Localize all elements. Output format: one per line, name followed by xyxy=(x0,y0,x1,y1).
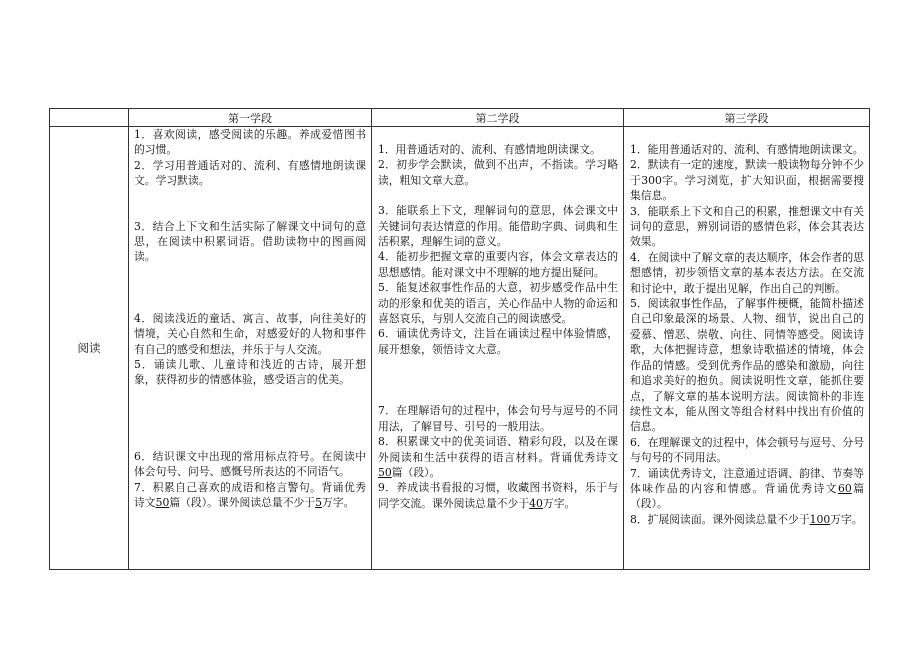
header-col1 xyxy=(50,110,128,127)
stage2-item-9: 9．养成读书看报的习惯，收藏图书资料，乐于与同学交流。课外阅读总量不少于40万字。 xyxy=(378,481,618,510)
stage2-item-3: 3．能联系上下文，理解词句的意思，体会课文中关键词句表达情意的作用。能借助字典、词典和生活积累，理解生词的意义。 xyxy=(378,204,618,249)
stage1-item-1: 1．喜欢阅读，感受阅读的乐趣。养成爱惜图书的习惯。 xyxy=(134,128,366,157)
stage3-item-8: 8．扩展阅读面。课外阅读总量不少于100万字。 xyxy=(630,512,863,526)
stage2-item-5: 5．能复述叙事性作品的大意，初步感受作品中生动的形象和优美的语言，关心作品中人物的命运和喜怒哀乐，与别人交流自己的阅读感受。 xyxy=(378,281,618,326)
stage1-item-2: 2．学习用普通话对的、流利、有感情地朗读课文。学习默读。 xyxy=(134,158,366,188)
stage1-cell xyxy=(134,127,366,511)
stage1-item-4: 4．阅读浅近的童话、寓言、故事，向往美好的情境，关心自然和生命，对感爱好的人物和事件有自己的感受和想法，并乐于与人交流。 xyxy=(134,311,366,356)
row-label-reading: 阅读 xyxy=(77,340,101,355)
header-stage1: 第一学段 xyxy=(228,112,272,125)
stage2-item-1: 1．用普通话对的、流利、有感情地朗读课文。 xyxy=(378,143,601,156)
stage3-cell xyxy=(630,127,864,527)
stage2-item-4: 4．能初步把握文章的重要内容，体会文章表达的思想感情。能对课文中不理解的地方提出疑问。 xyxy=(378,250,618,279)
stage1-item-5: 5．诵读儿歌、儿童诗和浅近的古诗，展开想象，获得初步的情感体验，感受语言的优美。 xyxy=(134,358,366,387)
stage3-item-3: 3．能联系上下文和自己的积累，推想课文中有关词句的意思，辨别词语的感情色彩，体会其表达效果。 xyxy=(630,204,864,249)
stage1-item-7: 7．积累自己喜欢的成语和格言警句。背诵优秀诗文50篇（段）。课外阅读总量不少于5万字。 xyxy=(134,480,366,510)
stage2-item-6: 6．诵读优秀诗文，注旨在诵读过程中体验情感，展开想象，领悟诗文大意。 xyxy=(378,327,618,356)
stage2-cell xyxy=(378,127,618,511)
header-stage3: 第三学段 xyxy=(724,112,769,125)
stage1-item-3: 3．结合上下文和生活实际了解课文中词句的意思，在阅读中积累词语。借助读物中的图画阅读。 xyxy=(134,219,366,264)
stage2-item-7: 7．在理解语句的过程中，体会句号与逗号的不同用法，了解冒号、引号的一般用法。 xyxy=(378,404,618,433)
stage3-item-1: 1．能用普通话对的、流利、有感情地朗读课文。 xyxy=(630,143,864,156)
stage3-item-5: 5．阅读叙事性作品，了解事件梗概，能简朴描述自己印象最深的场景、人物、细节，说出自己的爱慕、憎恶、崇敬、向往、同情等感受。阅读诗歌，大体把握诗意，想象诗歌描述的情境，体会作品的情感。受到优秀作品的感染和激励，向往和追求美好的抱负。阅读说明性文章，能抓住要点，了解文章的基本说明方法。阅读简朴的非连续性文本，能从图文等组合材料中找出有价值的信息。 xyxy=(630,297,864,434)
header-stage2: 第二学段 xyxy=(475,112,520,125)
stage3-item-7: 7．诵读优秀诗文，注意通过语调、韵律、节奏等体味作品的内容和情感。背诵优秀诗文60篇（段）。 xyxy=(630,466,865,511)
stage3-item-6: 6．在理解课文的过程中，体会顿号与逗号、分号与句号的不同用法。 xyxy=(630,435,864,465)
column-divider xyxy=(128,109,129,569)
stage3-item-4: 4．在阅读中了解文章的表达顺序，体会作者的思想感情，初步领悟文章的基本表达方法。在交流和讨论中，敢于提出见解，作出自己的判断。 xyxy=(630,250,864,295)
column-divider xyxy=(371,109,372,569)
curriculum-table xyxy=(49,108,870,570)
stage2-item-2: 2．初步学会默读，做到不出声，不指读。学习略读，粗知文章大意。 xyxy=(378,158,618,187)
stage2-item-8: 8．积累课文中的优美词语、精彩句段，以及在课外阅读和生活中获得的语言材料。背诵优秀诗文50篇（段）。 xyxy=(378,435,618,479)
stage1-item-6: 6．结识课文中出现的常用标点符号。在阅读中体会句号、问号、感慨号所表达的不同语气。 xyxy=(134,449,366,479)
stage3-item-2: 2．默读有一定的速度，默读一般读物每分钟不少于300字。学习浏览，扩大知识面，根据需要搜集信息。 xyxy=(630,158,864,203)
column-divider xyxy=(623,109,624,569)
